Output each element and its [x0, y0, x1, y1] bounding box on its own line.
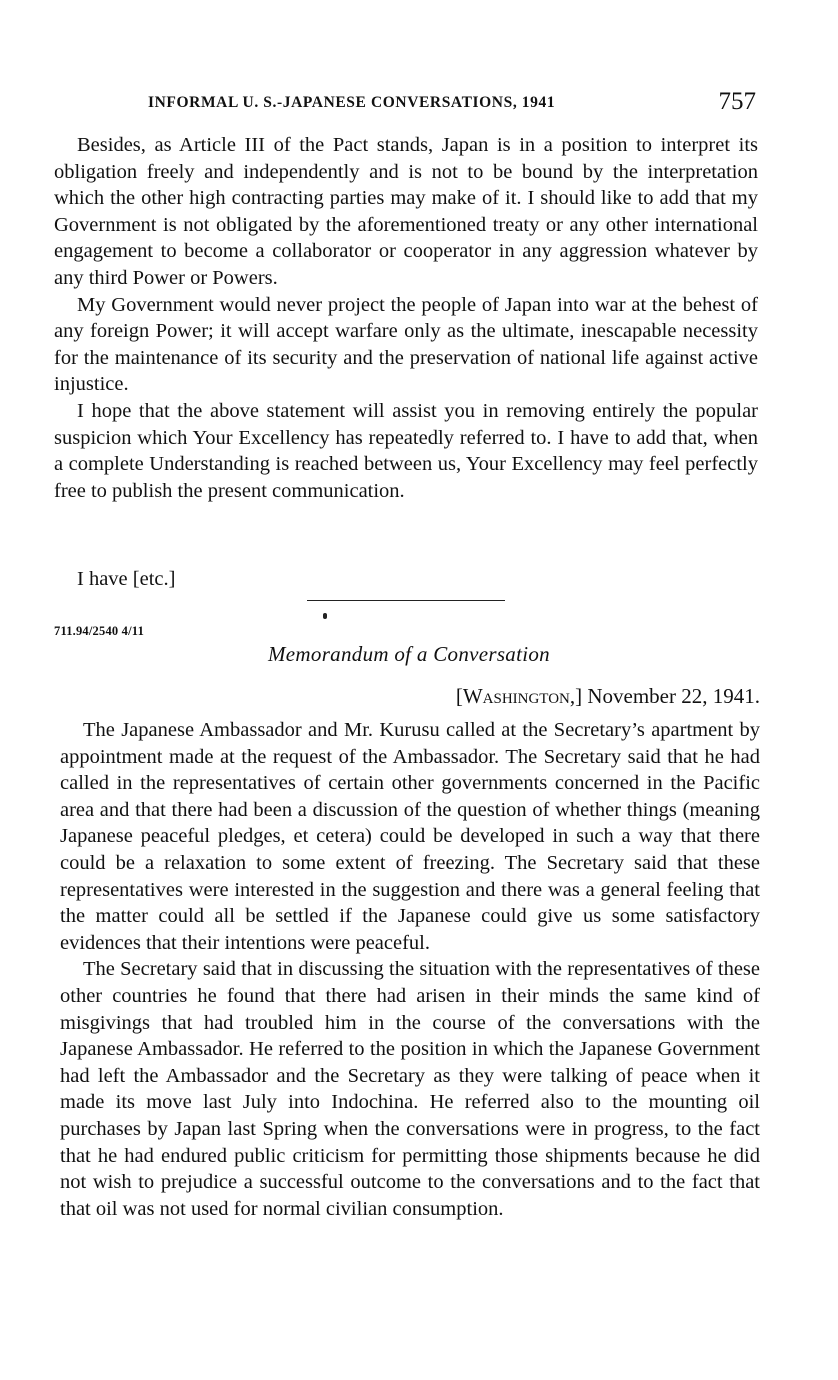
- letter-paragraph: My Government would never project the people of Japan into war at the behest of any foreign Power; it will accept warfare only as the ultimate, inescapable necessity for the maintenance of its security and the preservation of national life against active injustice.: [54, 293, 758, 396]
- letter-paragraph: Besides, as Article III of the Pact stands, Japan is in a position to interpret its obligation freely and independently and is not to be bound by the interpretation which the other high contracting parties may make of it. I should like to add that my Government is not obligated by the aforementioned treaty or any other international engagement to become a collaborator or cooperator in any aggression whatever by any third Power or Powers.: [54, 134, 758, 289]
- running-header: [148, 88, 756, 118]
- section-divider: [307, 600, 505, 601]
- letter-paragraph: I hope that the above statement will assist you in removing entirely the popular suspicion which Your Excellency has repeatedly referred to. I have to add that, when a complete Understanding is reached between us, Your Excellency may feel perfectly free to publish the present communication.: [54, 399, 758, 502]
- letter-body: [54, 132, 758, 504]
- memorandum-paragraph: The Japanese Ambassador and Mr. Kurusu called at the Secretary’s apartment by appointment made at the request of the Ambassador. The Secretary said that he had called in the representatives of certain other governments concerned in the Pacific area and that there had been a discussion of the question of whether things (meaning Japanese peaceful pledges, et cetera) could be developed in such a way that there could be a relaxation to some extent of freezing. The Secretary said that these representatives were interested in the suggestion and there was a general feeling that the matter could all be settled if the Japanese could give us some satisfactory evidences that their intentions were peaceful.: [60, 719, 760, 954]
- file-number: 711.94/2540 4/11: [54, 624, 145, 638]
- divider-mark: [323, 613, 327, 619]
- dateline-place: [Washington,]: [455, 684, 583, 708]
- dateline-date: November 22, 1941.: [587, 684, 760, 708]
- memorandum-paragraph: The Secretary said that in discussing the situation with the representatives of these other countries he found that there had arisen in their minds the same kind of misgivings that had troubled him in the course of the conversations with the Japanese Ambassador. He referred to the position in which the Japanese Government had left the Ambassador and the Secretary as they were talking of peace when it made its move last July into Indochina. He referred also to the mounting oil purchases by Japan last Spring when the conversations were in progress, to the fact that he had endured public criticism for permitting those shipments because he did not wish to prejudice a successful outcome to the conversations and to the fact that that oil was not used for normal civilian consumption.: [60, 958, 760, 1220]
- memorandum-title: Memorandum of a Conversation: [268, 642, 550, 666]
- dateline: [456, 684, 760, 709]
- letter-signoff: I have [etc.]: [77, 568, 176, 590]
- running-title: INFORMAL U. S.-JAPANESE CONVERSATIONS, 1941: [148, 94, 556, 111]
- memorandum-body: [60, 717, 760, 1222]
- page-number: 757: [718, 88, 756, 115]
